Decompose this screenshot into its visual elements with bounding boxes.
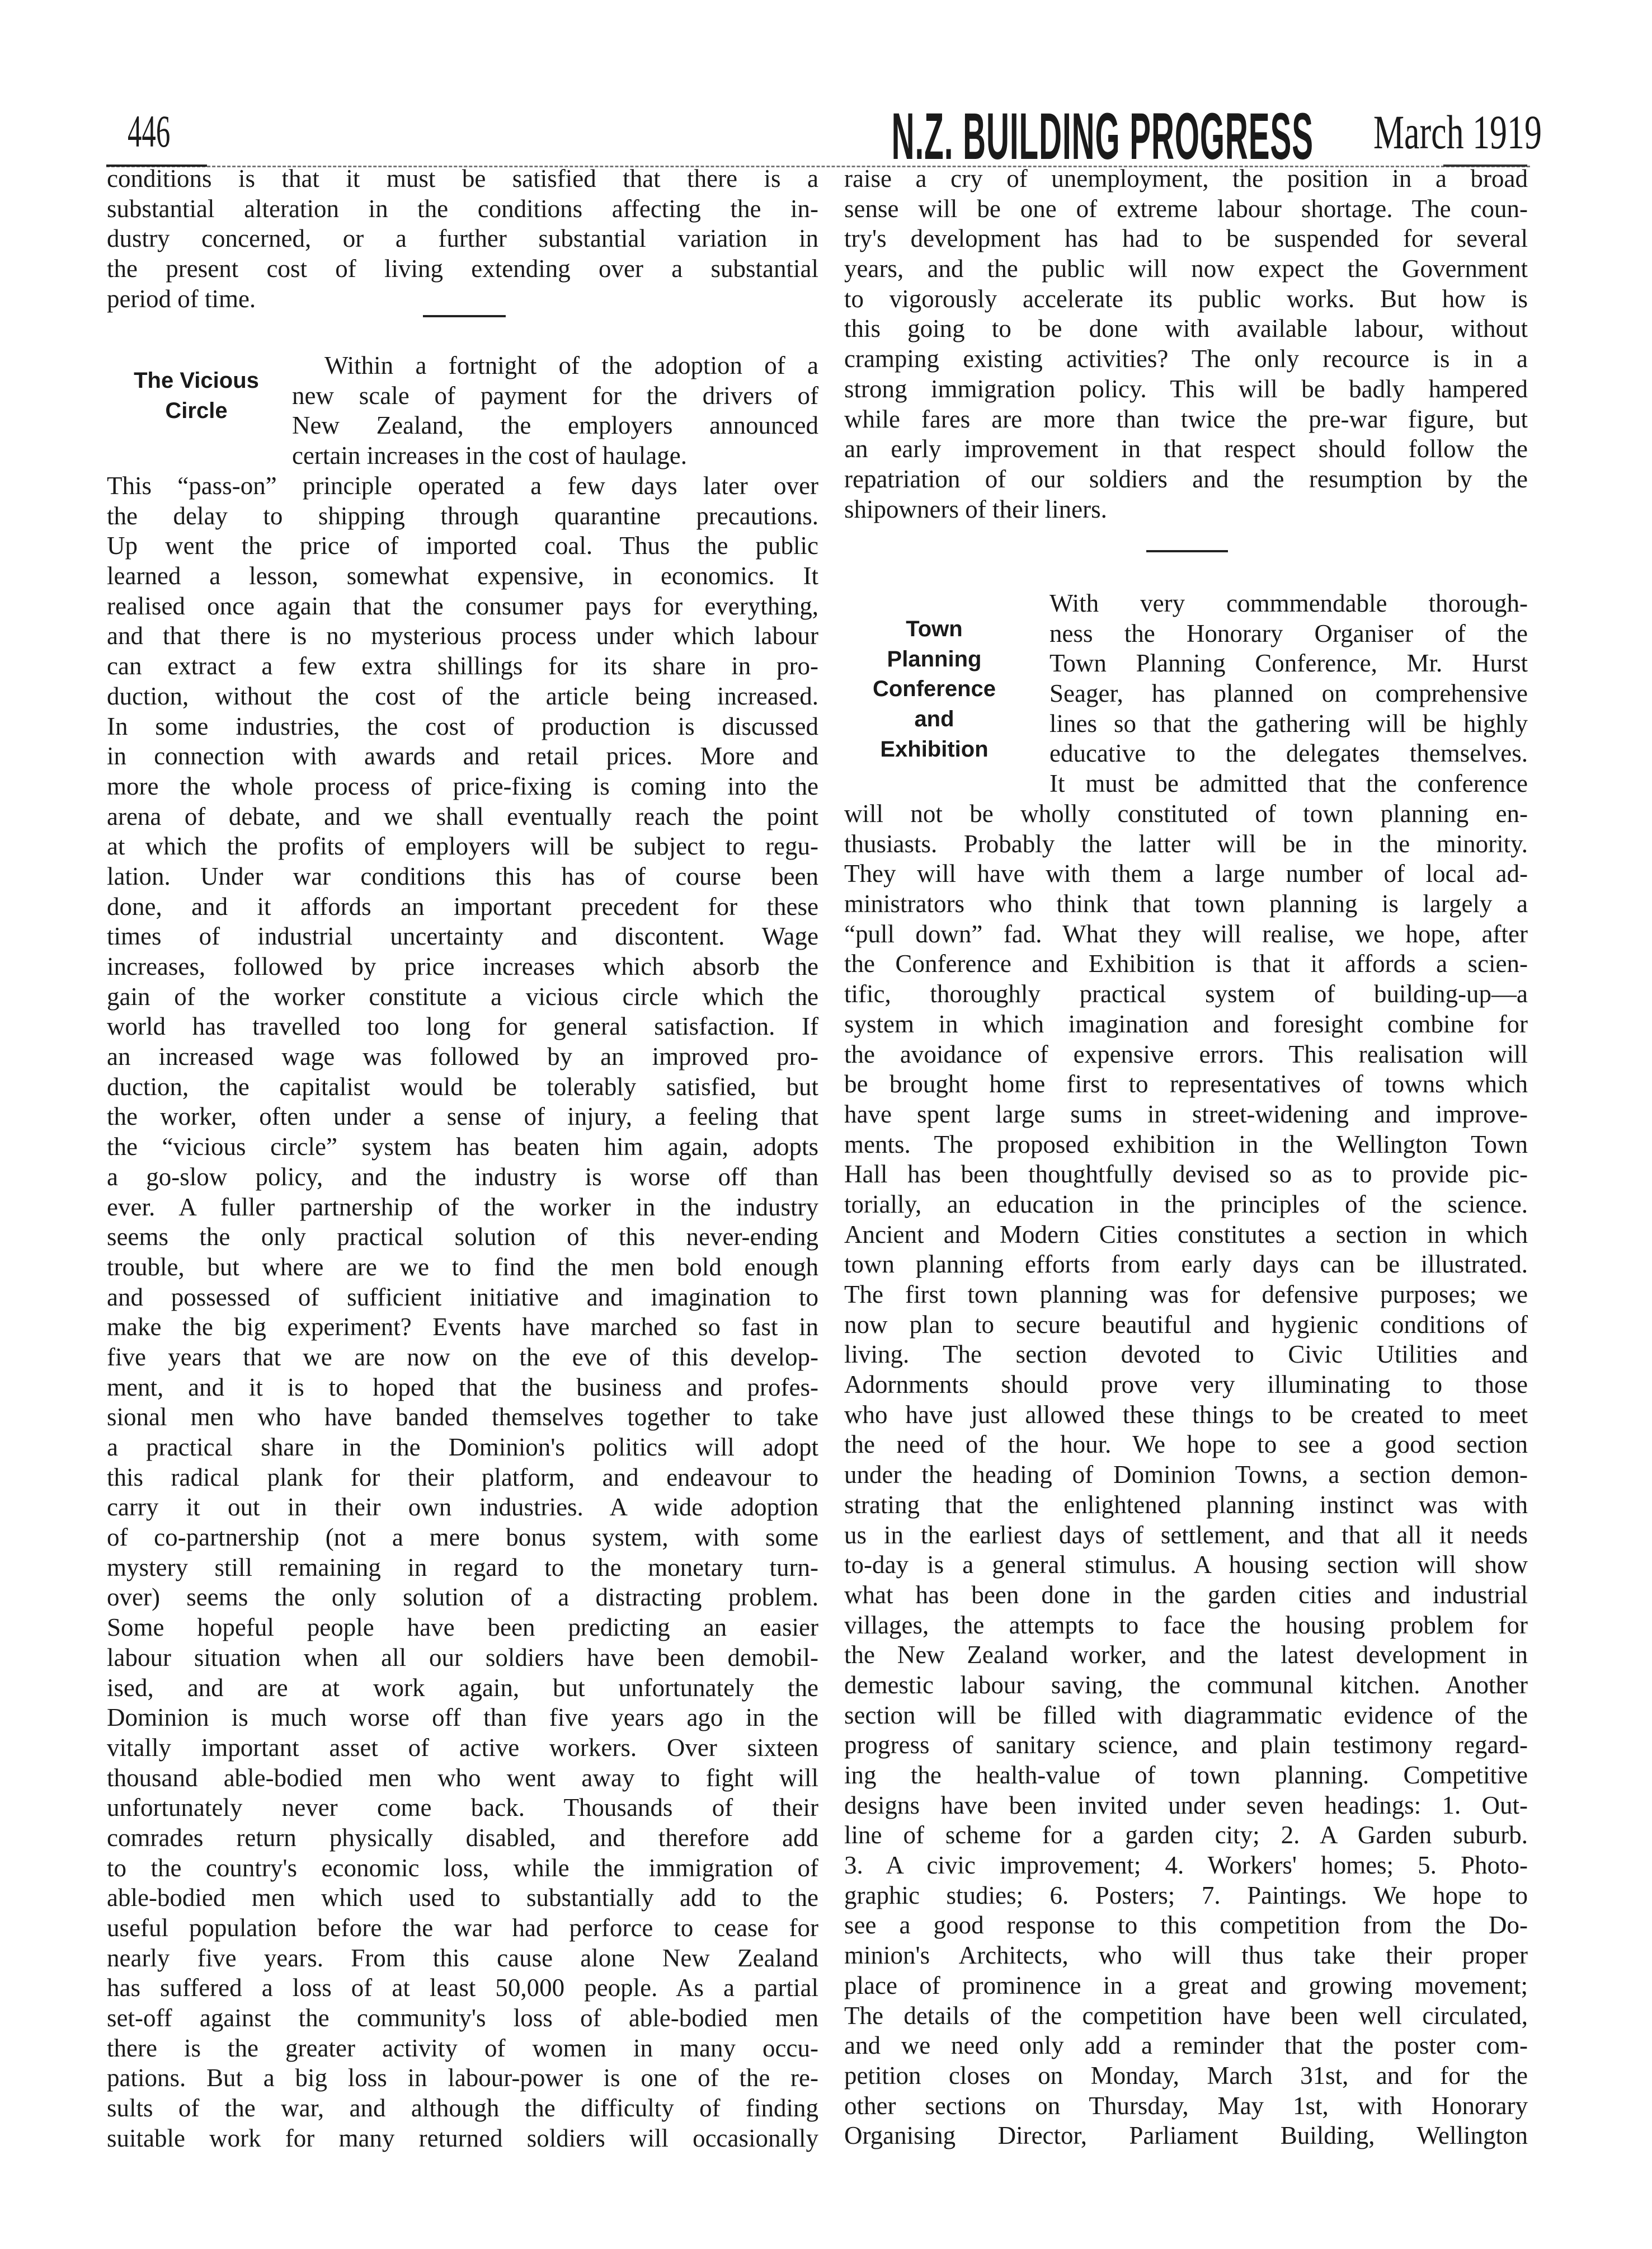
text-line: torially, an education in the principles of the science. — [844, 1190, 1528, 1218]
text-line: at which the profits of employers will be subject to regu- — [107, 832, 818, 861]
text-line: unfortunately never come back. Thousands of their — [107, 1793, 818, 1822]
text-line: Town Planning Conference, Mr. Hurst — [1049, 649, 1528, 678]
text-line: strong immigration policy. This will be badly hampered — [844, 374, 1528, 403]
text-line: arena of debate, and we shall eventually reach the point — [107, 802, 818, 830]
text-line: the present cost of living extending over a substantial — [107, 255, 818, 283]
text-line: the New Zealand worker, and the latest development in — [844, 1641, 1528, 1669]
text-line: ised, and are at work again, but unfortunately the — [107, 1673, 818, 1702]
text-line: the need of the hour. We hope to see a good section — [844, 1430, 1528, 1459]
text-line: learned a lesson, somewhat expensive, in economics. It — [107, 562, 818, 590]
text-line: carry it out in their own industries. A wide adoption — [107, 1493, 818, 1522]
text-line: demestic labour saving, the communal kitchen. Another — [844, 1670, 1528, 1699]
sidenote-line: The Vicious — [134, 368, 259, 393]
text-line: what has been done in the garden cities and industrial — [844, 1580, 1528, 1609]
text-line: labour situation when all our soldiers have been demobil- — [107, 1643, 818, 1672]
text-line: certain increases in the cost of haulage. — [292, 442, 687, 470]
text-line: period of time. — [107, 284, 256, 313]
text-line: make the big experiment? Events have marched so fast in — [107, 1313, 818, 1341]
text-line: Up went the price of imported coal. Thus the public — [107, 532, 818, 560]
text-line: to vigorously accelerate its public works. But how is — [844, 284, 1528, 313]
right-intro-paragraph — [844, 164, 1528, 524]
text-line: Organising Director, Parliament Building, Wellington — [844, 2121, 1528, 2150]
page-number: 446 — [128, 106, 171, 157]
text-line: this going to be done with available labour, without — [844, 314, 1528, 343]
sidenote-town-planning — [848, 614, 1021, 765]
text-line: mystery still remaining in regard to the monetary turn- — [107, 1553, 818, 1581]
section-divider — [423, 315, 506, 317]
sidenote-line: Exhibition — [880, 736, 989, 762]
text-line: sional men who have banded themselves together to take — [107, 1403, 818, 1431]
text-line: a practical share in the Dominion's politics will adopt — [107, 1433, 818, 1461]
text-line: ing the health-value of town planning. Competitive — [844, 1761, 1528, 1789]
town-planning-body — [844, 799, 1528, 2151]
text-line: dustry concerned, or a further substantial variation in — [107, 224, 818, 253]
text-line: new scale of payment for the drivers of — [292, 381, 818, 410]
text-line: Seager, has planned on comprehensive — [1049, 679, 1528, 708]
text-line: minion's Architects, who will thus take their proper — [844, 1941, 1528, 1970]
text-line: an early improvement in that respect should follow the — [844, 435, 1528, 463]
text-line: there is the greater activity of women in many occu- — [107, 2034, 818, 2062]
text-line: the worker, often under a sense of injury, a feeling that — [107, 1102, 818, 1131]
text-line: while fares are more than twice the pre-war figure, but — [844, 405, 1528, 433]
text-line: suitable work for many returned soldiers will occasionally — [107, 2124, 818, 2152]
text-line: lines so that the gathering will be highly — [1049, 709, 1528, 738]
text-line: and possessed of sufficient initiative and imagination to — [107, 1283, 818, 1311]
text-line: Ancient and Modern Cities constitutes a section in which — [844, 1220, 1528, 1248]
text-line: sults of the war, and although the difficulty of finding — [107, 2094, 818, 2123]
vicious-circle-body — [107, 471, 818, 2154]
text-line: pations. But a big loss in labour-power is one of the re- — [107, 2064, 818, 2092]
sidenote-line: Planning — [887, 646, 982, 672]
sidenote-line: Conference — [872, 677, 996, 702]
text-line: The first town planning was for defensive purposes; we — [844, 1280, 1528, 1308]
text-line: can extract a few extra shillings for its share in pro- — [107, 652, 818, 680]
text-line: set-off against the community's loss of able-bodied men — [107, 2004, 818, 2032]
text-line: and we need only add a reminder that the poster com- — [844, 2031, 1528, 2060]
text-line: cramping existing activities? The only recource is in a — [844, 345, 1528, 373]
text-line: this radical plank for their platform, and endeavour to — [107, 1463, 818, 1491]
text-line: useful population before the war had perforce to cease for — [107, 1914, 818, 1942]
text-line: living. The section devoted to Civic Utilities and — [844, 1340, 1528, 1369]
issue-date: March 1919 — [1373, 105, 1542, 159]
text-line: years, and the public will now expect the Government — [844, 255, 1528, 283]
text-line: under the heading of Dominion Towns, a section demon- — [844, 1461, 1528, 1489]
text-line: and that there is no mysterious process under which labour — [107, 622, 818, 650]
text-line: the avoidance of expensive errors. This realisation will — [844, 1040, 1528, 1068]
text-line: duction, the capitalist would be tolerably satisfied, but — [107, 1072, 818, 1101]
text-line: see a good response to this competition from the Do- — [844, 1911, 1528, 1940]
publication-title — [663, 98, 1314, 175]
text-line: us in the earliest days of settlement, and that all it needs — [844, 1520, 1528, 1549]
sidenote-vicious-circle — [107, 366, 286, 426]
text-line: substantial alteration in the conditions affecting the in- — [107, 194, 818, 223]
vicious-circle-indented-paragraph — [292, 351, 818, 471]
text-line: educative to the delegates themselves. — [1049, 739, 1528, 768]
text-line: other sections on Thursday, May 1st, with Honorary — [844, 2091, 1528, 2120]
text-line: seems the only practical solution of this never-ending — [107, 1223, 818, 1251]
text-line: In some industries, the cost of production is discussed — [107, 712, 818, 740]
publication-title-text: N.Z. BUILDING PROGRESS — [891, 100, 1314, 173]
text-line: have spent large sums in street-widening and improve- — [844, 1100, 1528, 1128]
text-line: now plan to secure beautiful and hygienic conditions of — [844, 1310, 1528, 1339]
text-line: in connection with awards and retail prices. More and — [107, 742, 818, 771]
text-line: able-bodied men which used to substantially add to the — [107, 1884, 818, 1912]
text-line: Dominion is much worse off than five years ago in the — [107, 1703, 818, 1732]
text-line: vitally important asset of active workers. Over sixteen — [107, 1733, 818, 1762]
text-line: designs have been invited under seven headings: 1. Out- — [844, 1791, 1528, 1819]
text-line: town planning efforts from early days can be illustrated. — [844, 1250, 1528, 1279]
text-line: villages, the attempts to face the housing problem for — [844, 1611, 1528, 1639]
text-line: With very commmendable thorough- — [1049, 589, 1528, 617]
text-line: who have just allowed these things to be created to meet — [844, 1400, 1528, 1429]
text-line: times of industrial uncertainty and discontent. Wage — [107, 922, 818, 951]
text-line: petition closes on Monday, March 31st, and for the — [844, 2061, 1528, 2090]
text-line: the “vicious circle” system has beaten him again, adopts — [107, 1133, 818, 1161]
text-line: ment, and it is to hoped that the business and profes- — [107, 1373, 818, 1401]
text-line: be brought home first to representatives of towns which — [844, 1070, 1528, 1098]
text-line: Within a fortnight of the adoption of a — [324, 351, 818, 379]
text-line: thousand able-bodied men who went away to fight will — [107, 1763, 818, 1792]
text-line: system in which imagination and foresight combine for — [844, 1010, 1528, 1038]
text-line: trouble, but where are we to find the men bold enough — [107, 1252, 818, 1281]
text-line: lation. Under war conditions this has of course been — [107, 862, 818, 890]
text-line: ever. A fuller partnership of the worker in the industry — [107, 1192, 818, 1221]
text-line: progress of sanitary science, and plain testimony regard- — [844, 1731, 1528, 1759]
text-line: sense will be one of extreme labour shortage. The coun- — [844, 194, 1528, 223]
text-line: a go-slow policy, and the industry is worse off than — [107, 1162, 818, 1191]
text-line: duction, without the cost of the article being increased. — [107, 682, 818, 710]
text-line: gain of the worker constitute a vicious circle which the — [107, 982, 818, 1011]
text-line: more the whole process of price-fixing is coming into the — [107, 772, 818, 800]
text-line: nearly five years. From this cause alone New Zealand — [107, 1943, 818, 1972]
sidenote-line: Circle — [165, 398, 228, 423]
text-line: five years that we are now on the eve of this develop- — [107, 1342, 818, 1371]
sidenote-line: Town — [906, 617, 963, 641]
sidenote-line: and — [914, 707, 954, 732]
town-planning-indented-paragraph — [1049, 589, 1528, 799]
text-line: repatriation of our soldiers and the resumption by the — [844, 464, 1528, 493]
text-line: It must be admitted that the conference — [1049, 769, 1528, 798]
text-line: the Conference and Exhibition is that it affords a scien- — [844, 950, 1528, 978]
text-line: 3. A civic improvement; 4. Workers' homes; 5. Photo- — [844, 1851, 1528, 1880]
left-intro-paragraph — [107, 164, 818, 314]
text-line: place of prominence in a great and growing movement; — [844, 1971, 1528, 1999]
text-line: They will have with them a large number of local ad- — [844, 860, 1528, 888]
text-line: Adornments should prove very illuminating to those — [844, 1370, 1528, 1399]
text-line: ministrators who think that town planning is largely a — [844, 890, 1528, 918]
text-line: Some hopeful people have been predicting an easier — [107, 1613, 818, 1642]
text-line: will not be wholly constituted of town planning en- — [844, 800, 1528, 828]
text-line: section will be filled with diagrammatic evidence of the — [844, 1701, 1528, 1729]
text-line: conditions is that it must be satisfied that there is a — [107, 165, 818, 192]
text-line: line of scheme for a garden city; 2. A Garden suburb. — [844, 1821, 1528, 1849]
text-line: The details of the competition have been well circulated, — [844, 2001, 1528, 2030]
text-line: strating that the enlightened planning instinct was with — [844, 1490, 1528, 1519]
text-line: “pull down” fad. What they will realise, we hope, after — [844, 919, 1528, 948]
text-line: to-day is a general stimulus. A housing section will show — [844, 1551, 1528, 1579]
text-line: the delay to shipping through quarantine precautions. — [107, 501, 818, 530]
text-line: thusiasts. Probably the latter will be in the minority. — [844, 829, 1528, 858]
text-line: New Zealand, the employers announced — [292, 411, 818, 440]
text-line: world has travelled too long for general satisfaction. If — [107, 1012, 818, 1041]
text-line: comrades return physically disabled, and therefore add — [107, 1823, 818, 1852]
text-line: graphic studies; 6. Posters; 7. Paintings. We hope to — [844, 1881, 1528, 1909]
text-line: tific, thoroughly practical system of building-up—a — [844, 980, 1528, 1008]
text-line: an increased wage was followed by an improved pro- — [107, 1043, 818, 1071]
text-line: raise a cry of unemployment, the position in a broad — [844, 165, 1528, 192]
text-line: over) seems the only solution of a distracting problem. — [107, 1583, 818, 1612]
text-line: realised once again that the consumer pays for everything, — [107, 591, 818, 620]
text-line: try's development has had to be suspended for several — [844, 224, 1528, 253]
text-line: increases, followed by price increases which absorb the — [107, 952, 818, 980]
text-line: This “pass-on” principle operated a few days later over — [107, 472, 818, 500]
text-line: shipowners of their liners. — [844, 495, 1107, 523]
text-line: done, and it affords an important precedent for these — [107, 892, 818, 921]
text-line: ness the Honorary Organiser of the — [1049, 619, 1528, 647]
text-line: of co-partnership (not a mere bonus system, with some — [107, 1523, 818, 1552]
text-line: to the country's economic loss, while the immigration of — [107, 1853, 818, 1882]
text-line: ments. The proposed exhibition in the Wellington Town — [844, 1130, 1528, 1158]
section-divider — [1146, 550, 1228, 552]
text-line: has suffered a loss of at least 50,000 people. As a partial — [107, 1974, 818, 2002]
text-line: Hall has been thoughtfully devised so as to provide pic- — [844, 1160, 1528, 1189]
